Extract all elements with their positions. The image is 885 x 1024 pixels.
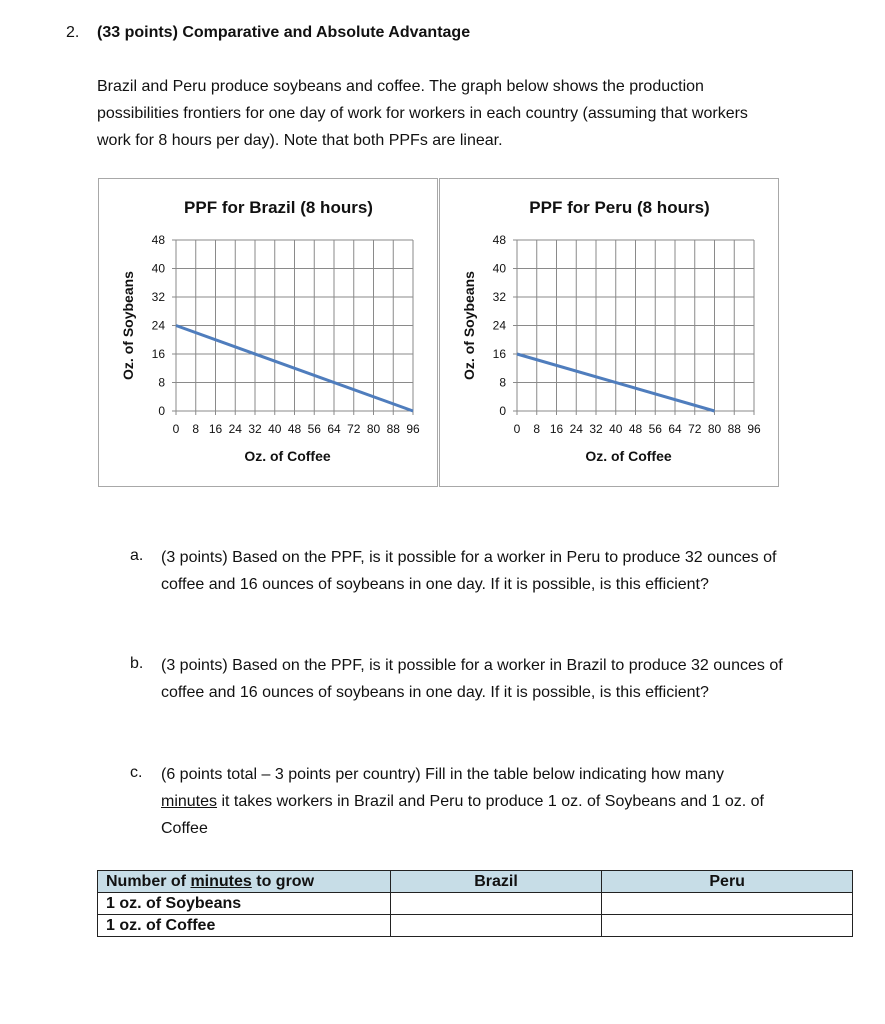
x-tick-label: 0 [513,422,521,436]
x-tick-label: 24 [569,422,583,436]
minutes-table [97,870,853,937]
x-tick-label: 96 [406,422,420,436]
y-tick-label: 40 [151,261,165,276]
x-tick-label: 8 [192,422,200,436]
question-title: (33 points) Comparative and Absolute Advantage [97,24,471,41]
y-tick-label: 40 [492,261,506,276]
part-b-line-1: (3 points) Based on the PPF, is it possible for a worker in Brazil to produce 32 ounces of [161,657,783,674]
header-suffix: to grow [251,872,315,890]
part-c-letter: c. [130,764,143,781]
part-c-text [161,761,851,842]
table-header-peru: Peru [602,871,853,893]
header-prefix: Number of [106,872,191,890]
part-b-letter: b. [130,655,144,672]
y-tick-label: 16 [151,347,165,361]
cell-peru-coffee[interactable] [602,915,853,937]
brazil-ppf-chart [99,179,439,488]
x-axis-label: Oz. of Coffee [244,448,331,464]
table-row [98,893,853,915]
part-a-text [161,544,851,598]
x-tick-label: 8 [533,422,541,436]
x-tick-label: 40 [268,422,282,436]
intro-paragraph [97,73,847,154]
x-tick-label: 24 [228,422,242,436]
y-tick-label: 24 [492,318,506,333]
y-tick-label: 24 [151,318,165,333]
y-tick-label: 16 [492,347,506,361]
part-c-line-2 [161,788,851,815]
y-tick-label: 8 [499,375,506,390]
x-tick-label: 56 [307,422,321,436]
intro-line-3: work for 8 hours per day). Note that both PPFs are linear. [97,132,503,149]
intro-line-1: Brazil and Peru produce soybeans and coffee. The graph below shows the production [97,78,704,95]
x-tick-label: 0 [172,422,180,436]
peru-ppf-chart [440,179,780,488]
x-tick-label: 80 [707,422,722,436]
x-tick-label: 72 [688,422,702,436]
intro-line-2: possibilities frontiers for one day of work for workers in each country (assuming that workers [97,105,748,122]
x-tick-label: 56 [648,422,662,436]
part-a-letter: a. [130,547,144,564]
x-tick-label: 72 [347,422,361,436]
part-c-line-3: Coffee [161,820,208,837]
table-header-brazil: Brazil [390,871,602,893]
x-tick-label: 40 [609,422,623,436]
y-tick-label: 48 [492,233,506,247]
y-axis-label: Oz. of Soybeans [120,271,136,380]
x-tick-label: 88 [386,422,400,436]
part-b-line-2: coffee and 16 ounces of soybeans in one day. If it is possible, is this efficient? [161,684,709,701]
peru-chart-panel [439,178,779,487]
y-tick-label: 8 [158,375,165,390]
x-tick-label: 64 [668,422,682,436]
part-b-text [161,652,851,706]
question-number: 2. [66,24,80,41]
part-c-line-1: (6 points total – 3 points per country) Fill in the table below indicating how many [161,766,724,783]
x-tick-label: 16 [208,422,223,436]
brazil-chart-panel [98,178,438,487]
x-tick-label: 96 [747,422,761,436]
row-label-coffee: 1 oz. of Coffee [98,915,391,937]
y-axis-label: Oz. of Soybeans [461,271,477,380]
x-axis-label: Oz. of Coffee [585,448,672,464]
table-header-label [98,871,391,893]
y-tick-label: 0 [158,404,165,418]
x-tick-label: 32 [248,422,262,436]
x-tick-label: 48 [628,422,643,436]
chart-title: PPF for Brazil (8 hours) [184,198,373,217]
x-tick-label: 80 [366,422,381,436]
row-label-soybeans: 1 oz. of Soybeans [98,893,391,915]
table-row [98,915,853,937]
cell-brazil-coffee[interactable] [390,915,602,937]
table-header-row [98,871,853,893]
y-tick-label: 32 [492,290,506,304]
x-tick-label: 64 [327,422,341,436]
x-tick-label: 32 [589,422,603,436]
part-c-minutes-underlined: minutes [161,793,218,810]
chart-title: PPF for Peru (8 hours) [529,198,710,217]
x-tick-label: 48 [287,422,302,436]
part-c-line-2-rest: it takes workers in Brazil and Peru to produce 1 oz. of Soybeans and 1 oz. of [217,793,764,810]
part-a-line-1: (3 points) Based on the PPF, is it possible for a worker in Peru to produce 32 ounces of [161,549,777,566]
cell-brazil-soybeans[interactable] [390,893,602,915]
header-minutes-underlined: minutes [190,872,252,890]
y-tick-label: 0 [499,404,506,418]
x-tick-label: 88 [727,422,741,436]
cell-peru-soybeans[interactable] [602,893,853,915]
y-tick-label: 32 [151,290,165,304]
y-tick-label: 48 [151,233,165,247]
x-tick-label: 16 [549,422,564,436]
part-a-line-2: coffee and 16 ounces of soybeans in one day. If it is possible, is this efficient? [161,576,709,593]
